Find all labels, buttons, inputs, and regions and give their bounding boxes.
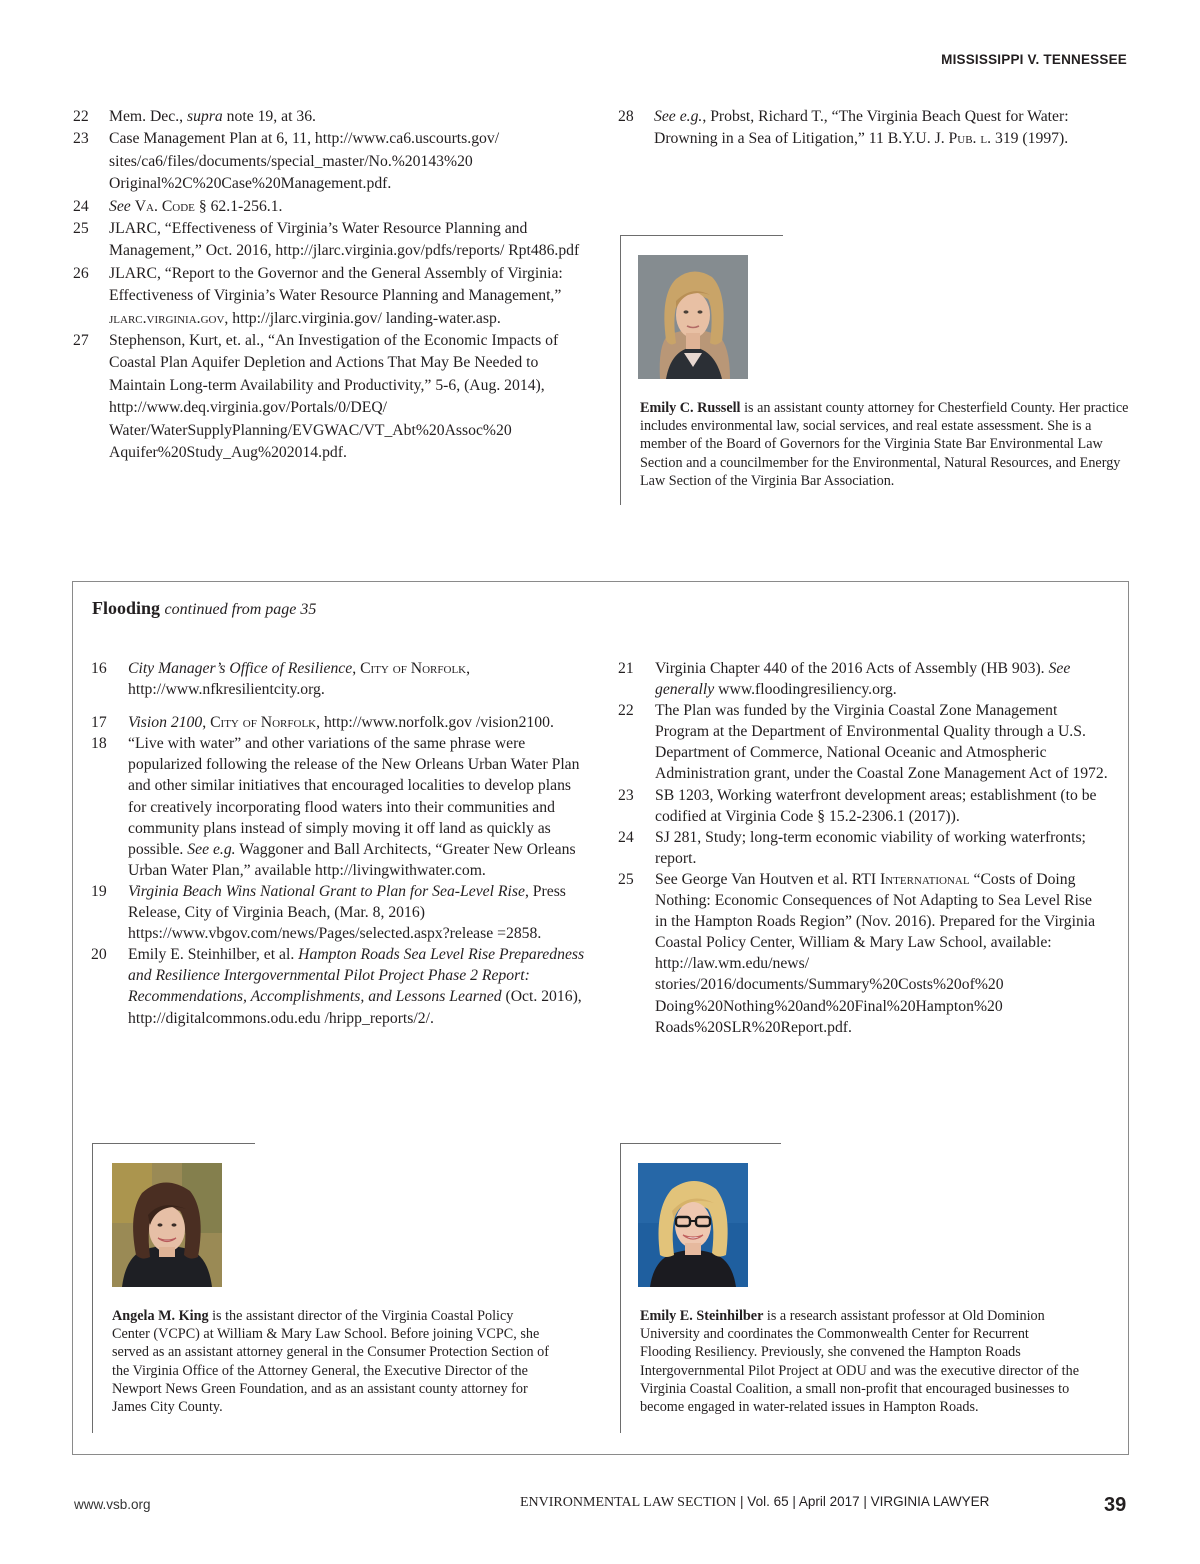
- endnote-item: [618, 658, 1108, 700]
- running-head: MISSISSIPPI V. TENNESSEE: [941, 52, 1127, 67]
- endnote-text: ,: [352, 660, 361, 677]
- endnote-number: 22: [73, 108, 89, 125]
- endnote-text: JLARC, “Report to the Governor and the General Assembly of Virginia: Effectiveness of Virginia’s Water Resource Planning and Management,”: [109, 264, 563, 305]
- endnote-number: 21: [618, 660, 634, 677]
- flooding-notes-right: [618, 658, 1108, 1038]
- endnote-item: [73, 128, 585, 195]
- endnote-text: JLARC, “Effectiveness of Virginia’s Water Resource Planning and Management,” Oct. 2016, http://jlarc.virginia.gov/pdfs/reports/ Rpt486.pdf: [109, 220, 580, 260]
- author-photo-russell: [638, 255, 748, 379]
- endnote-item: [91, 944, 586, 1028]
- endnote-number: 17: [91, 714, 107, 732]
- endnote-number: 18: [91, 735, 107, 753]
- endnote-item: [618, 785, 1108, 827]
- endnote-text: SJ 281, Study; long-term economic viability of working waterfronts; report.: [655, 828, 1086, 867]
- endnote-number: 19: [91, 882, 107, 900]
- bio-body-king: is the assistant director of the Virginia Coastal Policy Center (VCPC) at William & Mary Law School. Before joining VCPC, she served as an assistant attorney general in the Consumer Protection Section of the Virginia Office of the Attorney General, the Executive Director of the Newport News Green Foundation, and as an assistant county attorney for James City County.: [112, 1308, 549, 1416]
- endnote-text: See e.g.: [187, 840, 236, 858]
- endnote-text: www.floodingresiliency.org.: [714, 681, 897, 699]
- author-name-steinhilber: Emily E. Steinhilber: [640, 1308, 764, 1324]
- footer-url: www.vsb.org: [74, 1497, 151, 1512]
- endnote-text: , http://www.nfkresilientcity.org.: [128, 660, 471, 699]
- endnote-text: Case Management Plan at 6, 11, http://www.ca6.uscourts.gov/ sites/ca6/files/documents/special_master/No.%20143%20 Original%2C%20Case%20Management.pdf.: [109, 130, 500, 193]
- endnote-text: supra: [186, 108, 223, 125]
- endnote-text: note 19, at 36.: [222, 108, 316, 125]
- endnote-number: 16: [91, 660, 107, 677]
- endnote-number: 28: [618, 108, 634, 125]
- endnote-item: [73, 263, 585, 330]
- endnote-text: Hampton Roads Sea Level Rise Preparedness and Resilience Intergovernmental Pilot Project Phase 2 Report: Recommendations, Accomplishments, and Lessons Learned: [128, 946, 585, 1006]
- endnote-text: Stephenson, Kurt, et. al., “An Investigation of the Economic Impacts of Coastal Plan Aquifer Depletion and Actions That May Be Needed to Maintain Long-term Availability and Productivity,” 5-6, (Aug. 2014), http://www.deq.virginia.gov/Portals/0/DEQ/ Water/WaterSupplyPlanning/EVGWAC/VT_Abt%20Assoc%20 Aquifer%20Study_Aug%202014.pdf.: [109, 332, 559, 462]
- bio-text-russell: [640, 399, 1130, 490]
- endnote-text: Waggoner and Ball Architects, “Greater New Orleans Urban Water Plan,” available http://livingwithwater.com.: [128, 840, 576, 879]
- endnote-text: International: [880, 870, 970, 888]
- endnote-text: Vision 2100: [128, 714, 203, 732]
- endnote-item: [618, 700, 1108, 784]
- endnote-text: See George Van Houtven et al. RTI: [655, 870, 881, 888]
- bio-text-steinhilber: [640, 1307, 1080, 1416]
- endnote-item: [73, 218, 585, 263]
- endnote-text: , http://www.norfolk.gov /vision2100.: [316, 714, 554, 732]
- bio-russell: [620, 235, 1130, 505]
- flooding-heading: [92, 598, 316, 619]
- endnote-number: 24: [618, 828, 634, 846]
- endnote-text: See generally: [655, 660, 1071, 699]
- endnote-text: Emily E. Steinhilber, et al.: [128, 946, 299, 964]
- endnote-text: 319 (1997).: [991, 130, 1069, 148]
- endnotes-list-left: [73, 106, 585, 465]
- endnote-number: 25: [73, 220, 89, 238]
- endnote-text: Va. Code: [134, 197, 195, 215]
- endnote-text: Virginia Chapter 440 of the 2016 Acts of Assembly (HB 903).: [655, 660, 1049, 677]
- endnote-item: [91, 658, 586, 700]
- endnote-text: City of Norfolk: [360, 660, 467, 677]
- endnote-text: , Press Release, City of Virginia Beach, (Mar. 8, 2016) https://www.vbgov.com/news/Pages/selected.aspx?release =2858.: [128, 882, 566, 943]
- flooding-notes-left: [91, 658, 586, 1029]
- endnote-item: [73, 330, 585, 464]
- endnote-text: Mem. Dec.,: [109, 108, 187, 125]
- endnote-text: SB 1203, Working waterfront development areas; establishment (to be codified at Virginia Code § 15.2-2306.1 (2017)).: [655, 786, 1097, 825]
- endnote-text: “Live with water” and other variations of the same phrase were popularized following the release of the New Orleans Urban Water Plan and other similar initiatives that encouraged localities to develop plans for creatively incorporating flood waters into their communities and community plans instead of simply moving it off land as quickly as possible.: [128, 735, 580, 858]
- endnote-text: (Oct. 2016), http://digitalcommons.odu.edu /hripp_reports/2/.: [128, 988, 582, 1027]
- endnote-text: See: [109, 197, 131, 215]
- endnote-item: [73, 196, 585, 218]
- author-photo-steinhilber: [638, 1163, 748, 1287]
- author-name-king: Angela M. King: [112, 1308, 209, 1324]
- endnote-text: § 62.1-256.1.: [194, 197, 283, 215]
- endnote-number: 20: [91, 946, 107, 964]
- bio-text-king: [112, 1307, 552, 1416]
- footer-issue: | Vol. 65 | April 2017 | VIRGINIA LAWYER: [736, 1494, 990, 1509]
- endnote-text: “Costs of Doing Nothing: Economic Consequences of Not Adapting to Sea Level Rise in the Hampton Roads Region” (Nov. 2016). Prepared for the Virginia Coastal Policy Center, William & Mary Law School, available: http://law.wm.edu/news/ stories/2016/documents/Summary%20Costs%20of%20 Doing%20Nothing%20and%20Final%20Hampton%20 Roads%20SLR%20Report.pdf.: [655, 870, 1096, 1036]
- endnote-number: 25: [618, 870, 634, 888]
- endnote-text: ,: [202, 714, 211, 732]
- endnote-number: 23: [618, 786, 634, 804]
- author-name-russell: Emily C. Russell: [640, 400, 741, 416]
- bio-body-russell: is an assistant county attorney for Chesterfield County. Her practice includes environmental law, social services, and real estate assessment. She is a member of the Board of Governors for the Virginia State Bar Environmental Law Section and a councilmember for the Environmental, Natural Resources, and Energy Law Section of the Virginia Bar Association.: [640, 400, 1129, 489]
- author-photo-king: [112, 1163, 222, 1287]
- bio-king: [92, 1143, 582, 1433]
- flooding-title: Flooding: [92, 598, 161, 618]
- endnote-number: 26: [73, 264, 89, 282]
- bio-body-steinhilber: is a research assistant professor at Old Dominion University and coordinates the Commonwealth Center for Recurrent Flooding Resiliency. Previously, she convened the Hampton Roads Intergovernmental Pilot Project at ODU and was the executive director of the Virginia Coastal Coalition, a small non-profit that encouraged businesses to become engaged in water-related issues in Hampton Roads.: [640, 1308, 1080, 1416]
- endnote-text: See e.g.: [654, 108, 703, 125]
- endnote-item: [618, 106, 1128, 151]
- endnote-item: [91, 712, 586, 733]
- footer-section: ENVIRONMENTAL LAW SECTION: [520, 1495, 737, 1510]
- endnote-item: [618, 869, 1108, 1038]
- endnotes-list-right: [618, 106, 1128, 151]
- endnote-item: [91, 733, 586, 881]
- flooding-continued-note: continued from page 35: [164, 601, 317, 618]
- endnote-text: , Probst, Richard T., “The Virginia Beach Quest for Water: Drowning in a Sea of Litigation,” 11 B.Y.U. J.: [654, 108, 1069, 148]
- endnote-item: [618, 827, 1108, 869]
- bio-steinhilber: [620, 1143, 1110, 1433]
- endnote-text: jlarc.virginia.gov: [109, 309, 225, 327]
- endnote-number: 22: [618, 702, 634, 720]
- page-number: 39: [1104, 1494, 1127, 1516]
- endnote-item: [91, 881, 586, 944]
- endnote-number: 27: [73, 332, 89, 350]
- endnote-text: Pub. l.: [948, 130, 992, 148]
- endnote-text: City of Norfolk: [210, 714, 317, 732]
- endnote-number: 23: [73, 130, 89, 148]
- endnote-item: [73, 106, 585, 128]
- endnote-number: 24: [73, 197, 89, 215]
- endnote-text: The Plan was funded by the Virginia Coastal Zone Management Program at the Department of Environmental Quality through a U.S. Department of Commerce, National Oceanic and Atmospheric Administration grant, under the Coastal Zone Management Act of 1972.: [655, 702, 1108, 783]
- endnote-text: City Manager’s Office of Resilience: [128, 660, 353, 677]
- endnote-text: Virginia Beach Wins National Grant to Plan for Sea-Level Rise: [128, 882, 525, 900]
- footer-publication: [520, 1494, 989, 1511]
- endnote-text: , http://jlarc.virginia.gov/ landing-water.asp.: [224, 309, 501, 327]
